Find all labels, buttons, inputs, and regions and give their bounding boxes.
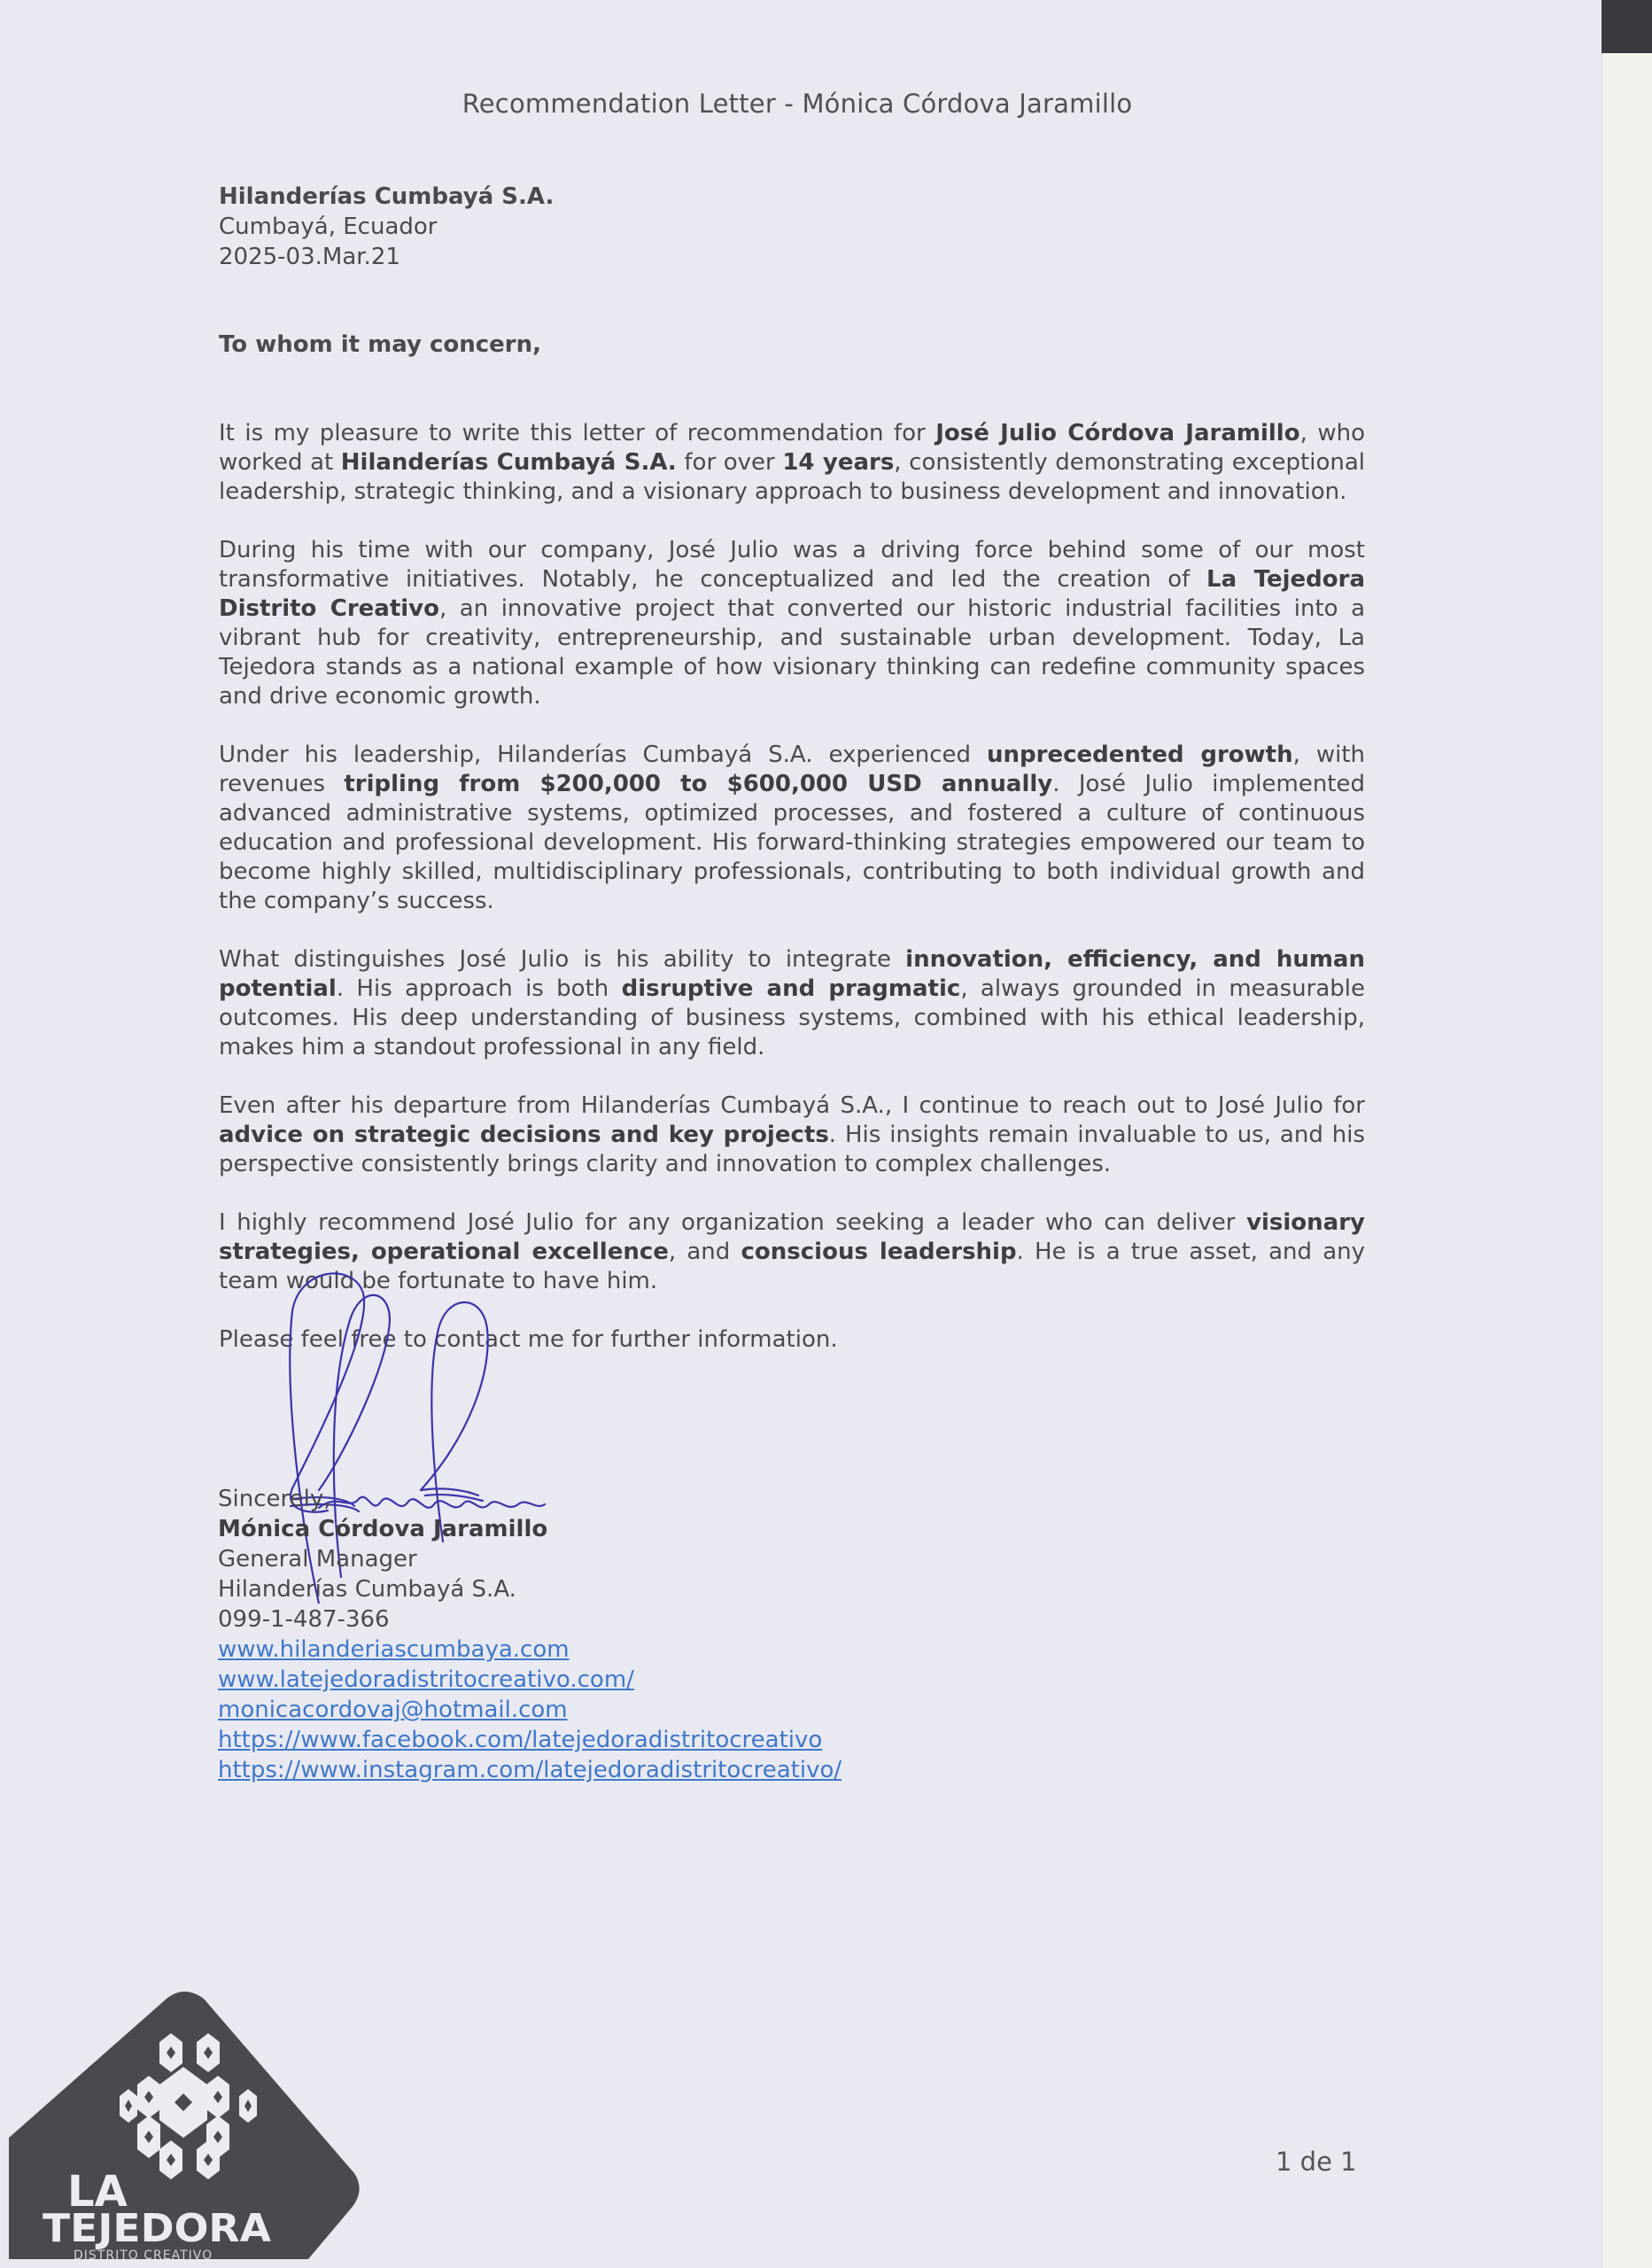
paragraph-text: Even after his departure from Hilanderías Cumbayá S.A., I continue to reach out to José Julio for [219, 1092, 1365, 1119]
document-title: Recommendation Letter - Mónica Córdova Jaramillo [461, 89, 1133, 119]
emphasis-text: José Julio Córdova Jaramillo [935, 420, 1300, 447]
paragraph-text: . He is a true asset, and any team would be fortunate to have him. [219, 1239, 1366, 1294]
emphasis-text: advice on strategic decisions and key projects [219, 1122, 829, 1148]
emphasis-text: conscious leadership [741, 1239, 1017, 1265]
emphasis-text: Hilanderías Cumbayá S.A. [340, 449, 677, 476]
logo-text-la: LA [67, 2167, 128, 2217]
emphasis-text: tripling from $200,000 to $600,000 USD annually [344, 771, 1053, 797]
letter-paragraph [219, 419, 1365, 507]
signer-name: Mónica Córdova Jaramillo [218, 1516, 548, 1542]
emphasis-text: innovation, efficiency, and human potential [219, 946, 1365, 1002]
closing-note: Please feel free to contact me for further information. [219, 1326, 838, 1353]
paragraph-text: , who worked at [219, 420, 1365, 476]
link-facebook[interactable]: https://www.facebook.com/latejedoradistritocreativo [218, 1727, 823, 1753]
paragraph-text: During his time with our company, José Julio was a driving force behind some of our most transformative initiatives. Notably, he conceptualized and led the creation of [219, 537, 1365, 593]
signer-company: Hilanderías Cumbayá S.A. [218, 1576, 516, 1603]
paragraph-text: , consistently demonstrating exceptional leadership, strategic thinking, and a visionary approach to business development and innovation. [219, 449, 1365, 505]
link-latejedora-website[interactable]: www.latejedoradistritocreativo.com/ [218, 1666, 634, 1693]
letterhead-location: Cumbayá, Ecuador [219, 214, 438, 240]
paragraph-text: , always grounded in measurable outcomes. His deep understanding of business systems, combined with his ethical leadership, makes him a standout professional in any field. [219, 975, 1365, 1060]
logo-tagline: DISTRITO CREATIVO [74, 2249, 213, 2263]
letterhead-date: 2025-03.Mar.21 [219, 244, 400, 270]
paragraph-text: I highly recommend José Julio for any organization seeking a leader who can deliver [219, 1209, 1247, 1236]
emphasis-text: unprecedented growth [987, 742, 1293, 768]
link-instagram[interactable]: https://www.instagram.com/latejedoradistritocreativo/ [218, 1757, 842, 1783]
letter-paragraph [219, 1091, 1365, 1179]
paragraph-text: . José Julio implemented advanced administrative systems, optimized processes, and fostered a culture of continuous education and professional development. His forward-thinking strategies empowered our team to become highly skilled, multidisciplinary professionals, contributing to both individual growth and the company’s success. [219, 771, 1366, 914]
paragraph-text: , and [668, 1239, 741, 1265]
paragraph-text: for over [676, 449, 783, 476]
signoff-block [218, 1484, 842, 1785]
scan-edge-strip [1602, 0, 1652, 2268]
paragraph-text: Under his leadership, Hilanderías Cumbayá S.A. experienced [219, 742, 988, 768]
letterhead-company: Hilanderías Cumbayá S.A. [219, 183, 555, 210]
letter-paragraph [219, 945, 1365, 1062]
emphasis-text: visionary strategies, operational excellence [219, 1209, 1365, 1265]
signer-role: General Manager [218, 1546, 417, 1573]
letterhead [219, 182, 554, 272]
scan-edge-dark-corner [1602, 0, 1652, 53]
signer-phone: 099-1-487-366 [218, 1606, 390, 1633]
link-email[interactable]: monicacordovaj@hotmail.com [218, 1697, 568, 1723]
paragraph-text: . His approach is both [336, 975, 622, 1002]
emphasis-text: disruptive and pragmatic [621, 975, 961, 1002]
paragraph-text: , an innovative project that converted our historic industrial facilities into a vibrant hub for creativity, entrepreneurship, and sustainable urban development. Today, La Tejedora stands as a national example of how visionary thinking can redefine community spaces and drive economic growth. [219, 595, 1366, 710]
page-number: 1 de 1 [1276, 2147, 1357, 2177]
salutation: To whom it may concern, [219, 331, 541, 358]
closing: Sincerely, [218, 1486, 331, 1512]
la-tejedora-logo [7, 1974, 361, 2268]
letter-body [219, 419, 1365, 1384]
letter-paragraph [219, 741, 1365, 916]
paragraph-text: . His insights remain invaluable to us, and his perspective consistently brings clarity and innovation to complex challenges. [219, 1122, 1365, 1177]
link-hilanderias-website[interactable]: www.hilanderiascumbaya.com [218, 1636, 570, 1663]
letter-paragraph [219, 536, 1365, 711]
logo-text-tejedora: TEJEDORA [43, 2206, 271, 2251]
emphasis-text: 14 years [782, 449, 895, 476]
paragraph-text: What distinguishes José Julio is his ability to integrate [219, 946, 906, 973]
emphasis-text: La Tejedora Distrito Creativo [219, 566, 1365, 622]
paragraph-text: It is my pleasure to write this letter of recommendation for [219, 420, 936, 447]
paragraph-text: , with revenues [219, 742, 1365, 797]
